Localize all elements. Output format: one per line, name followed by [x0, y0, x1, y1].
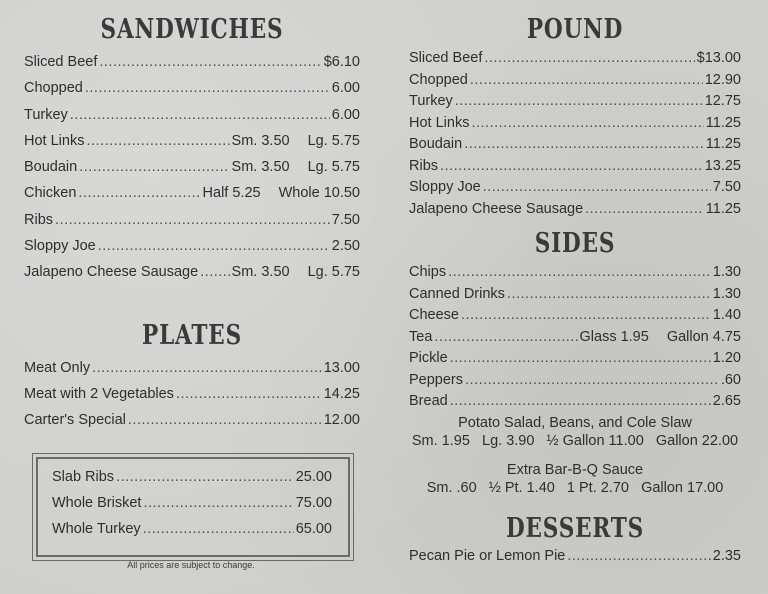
- menu-item-row: [409, 201, 741, 223]
- menu-item-row: [409, 179, 741, 201]
- menu-item-row: [24, 386, 360, 412]
- menu-item-row: [409, 115, 741, 137]
- dot-leader: [450, 350, 711, 366]
- item-name: Hot Links: [24, 132, 85, 149]
- item-price: 2.65: [712, 393, 741, 409]
- menu-item-row: [409, 350, 741, 372]
- item-price: 12.75: [704, 93, 741, 109]
- item-name: Chopped: [409, 71, 468, 88]
- item-small-price: Sm. 3.50: [231, 264, 290, 281]
- menu-item-row: [409, 50, 741, 72]
- item-price: .60: [720, 371, 741, 388]
- item-name: Jalapeno Cheese Sausage: [24, 264, 199, 281]
- item-price: 11.25: [705, 114, 741, 131]
- dot-leader: [92, 360, 322, 376]
- item-price: 6.00: [331, 80, 360, 97]
- menu-item-row: [24, 80, 360, 106]
- item-price: 1.30: [712, 264, 741, 280]
- menu-item-row: [409, 548, 741, 564]
- item-price: 1.20: [712, 350, 741, 366]
- dot-leader: [200, 264, 229, 280]
- sauce-prices: Sm. .60 ½ Pt. 1.40 1 Pt. 2.70 Gallon 17.00: [426, 480, 724, 496]
- sandwiches-title: SANDWICHES: [100, 14, 284, 45]
- item-price: 11.25: [705, 200, 741, 217]
- item-small-price: Sm. 3.50: [231, 159, 290, 176]
- item-price: 75.00: [295, 495, 332, 511]
- item-name: Whole Turkey: [52, 521, 141, 537]
- item-price: 65.00: [295, 521, 332, 537]
- menu-item-row: [24, 159, 360, 185]
- pound-list: [409, 50, 741, 222]
- item-name: Boudain: [24, 159, 78, 176]
- item-name: Chopped: [24, 80, 83, 97]
- item-price: 1.30: [712, 285, 741, 302]
- dot-leader: [461, 307, 711, 323]
- item-name: Hot Links: [409, 114, 470, 131]
- item-name: Turkey: [24, 106, 68, 123]
- dot-leader: [86, 133, 229, 149]
- potato-salad-title: Potato Salad, Beans, and Cole Slaw: [458, 415, 692, 431]
- item-name: Turkey: [409, 93, 453, 109]
- menu-item-row: [52, 521, 332, 539]
- item-price: Gallon 4.75: [666, 328, 741, 345]
- pound-title: POUND: [526, 14, 624, 45]
- item-price: Whole 10.50: [278, 185, 360, 202]
- whole-items-box: [36, 457, 350, 557]
- item-name: Peppers: [409, 371, 464, 388]
- item-price: 11.25: [705, 136, 741, 152]
- item-name: Slab Ribs: [52, 469, 115, 485]
- sides-list: [409, 264, 741, 415]
- item-price: 2.50: [331, 238, 360, 255]
- dot-leader: [55, 212, 330, 228]
- item-name: Sloppy Joe: [409, 179, 481, 195]
- dot-leader: [507, 286, 711, 302]
- dot-leader: [484, 50, 694, 66]
- menu-item-row: [409, 72, 741, 94]
- sides-title: SIDES: [534, 228, 616, 259]
- menu-item-row: [24, 212, 360, 238]
- item-name: Tea: [409, 328, 433, 345]
- item-name: Pecan Pie or Lemon Pie: [409, 548, 566, 564]
- dot-leader: [434, 329, 577, 345]
- dot-leader: [85, 80, 330, 96]
- item-price: 12.00: [323, 412, 360, 428]
- dot-leader: [176, 386, 322, 402]
- menu-item-row: [24, 264, 360, 290]
- menu-item-row: [409, 329, 741, 351]
- menu-item-row: [409, 372, 741, 394]
- dot-leader: [448, 264, 711, 280]
- item-price: 13.00: [323, 360, 360, 376]
- item-name: Meat with 2 Vegetables: [24, 386, 174, 402]
- dot-leader: [455, 93, 703, 109]
- plates-list: [24, 360, 360, 438]
- dot-leader: [78, 185, 200, 201]
- dot-leader: [143, 495, 293, 511]
- item-price: Lg. 5.75: [307, 132, 360, 149]
- item-price: 13.25: [704, 157, 741, 174]
- item-name: Carter's Special: [24, 412, 126, 428]
- menu-item-row: [24, 107, 360, 133]
- menu-item-row: [24, 133, 360, 159]
- dot-leader: [464, 136, 704, 152]
- item-name: Chips: [409, 264, 447, 280]
- item-name: Chicken: [24, 185, 77, 202]
- dot-leader: [116, 469, 294, 485]
- menu-item-row: [24, 238, 360, 264]
- dot-leader: [450, 393, 711, 409]
- item-name: Ribs: [409, 157, 439, 174]
- item-name: Pickle: [409, 350, 448, 366]
- item-name: Sliced Beef: [409, 50, 483, 66]
- sauce-title: Extra Bar-B-Q Sauce: [506, 462, 644, 478]
- desserts-title: DESSERTS: [505, 513, 645, 544]
- menu-item-row: [24, 54, 360, 80]
- dot-leader: [99, 54, 321, 70]
- menu-item-row: [409, 158, 741, 180]
- dot-leader: [471, 115, 703, 131]
- item-price: 2.35: [712, 548, 741, 564]
- menu-item-row: [409, 93, 741, 115]
- menu-item-row: [52, 469, 332, 487]
- item-name: Cheese: [409, 307, 459, 323]
- dot-leader: [440, 158, 703, 174]
- item-price: 6.00: [331, 106, 360, 123]
- dot-leader: [483, 179, 711, 195]
- whole-items-list: [52, 469, 332, 547]
- item-price: 1.40: [712, 307, 741, 323]
- dot-leader: [98, 238, 330, 254]
- dot-leader: [585, 201, 704, 217]
- menu-item-row: [409, 136, 741, 158]
- item-name: Ribs: [24, 211, 54, 228]
- menu-item-row: [24, 185, 360, 211]
- sandwiches-list: [24, 54, 360, 291]
- item-name: Whole Brisket: [52, 495, 142, 511]
- menu-item-row: [409, 393, 741, 415]
- item-name: Sloppy Joe: [24, 238, 96, 255]
- item-price: 12.90: [704, 71, 741, 88]
- item-name: Meat Only: [24, 360, 91, 376]
- item-name: Boudain: [409, 136, 463, 152]
- item-price: Lg. 5.75: [307, 159, 360, 176]
- item-small-price: Sm. 3.50: [231, 132, 290, 149]
- item-price: 7.50: [331, 211, 360, 228]
- item-price: $13.00: [696, 50, 741, 66]
- dot-leader: [79, 159, 229, 175]
- price-note: All prices are subject to change.: [127, 560, 255, 570]
- dot-leader: [128, 412, 322, 428]
- item-name: Bread: [409, 393, 448, 409]
- item-price: 7.50: [712, 179, 741, 195]
- menu-item-row: [24, 360, 360, 386]
- dot-leader: [470, 72, 703, 88]
- item-name: Jalapeno Cheese Sausage: [409, 200, 584, 217]
- item-small-price: Half 5.25: [202, 185, 261, 202]
- dot-leader: [567, 548, 710, 564]
- menu-item-row: [409, 307, 741, 329]
- dot-leader: [143, 521, 294, 537]
- item-price: 14.25: [323, 386, 360, 402]
- desserts-list: [409, 548, 741, 564]
- item-price: Lg. 5.75: [307, 264, 360, 281]
- menu-item-row: [409, 286, 741, 308]
- item-price: 25.00: [295, 469, 332, 485]
- menu-item-row: [409, 264, 741, 286]
- item-name: Sliced Beef: [24, 54, 98, 70]
- item-small-price: Glass 1.95: [579, 328, 649, 345]
- menu-item-row: [52, 495, 332, 513]
- dot-leader: [465, 372, 719, 388]
- menu-item-row: [24, 412, 360, 438]
- plates-title: PLATES: [142, 320, 242, 351]
- dot-leader: [70, 107, 330, 123]
- item-price: $6.10: [323, 54, 360, 70]
- item-name: Canned Drinks: [409, 285, 505, 302]
- potato-salad-prices: Sm. 1.95 Lg. 3.90 ½ Gallon 11.00 Gallon 22.00: [411, 433, 739, 449]
